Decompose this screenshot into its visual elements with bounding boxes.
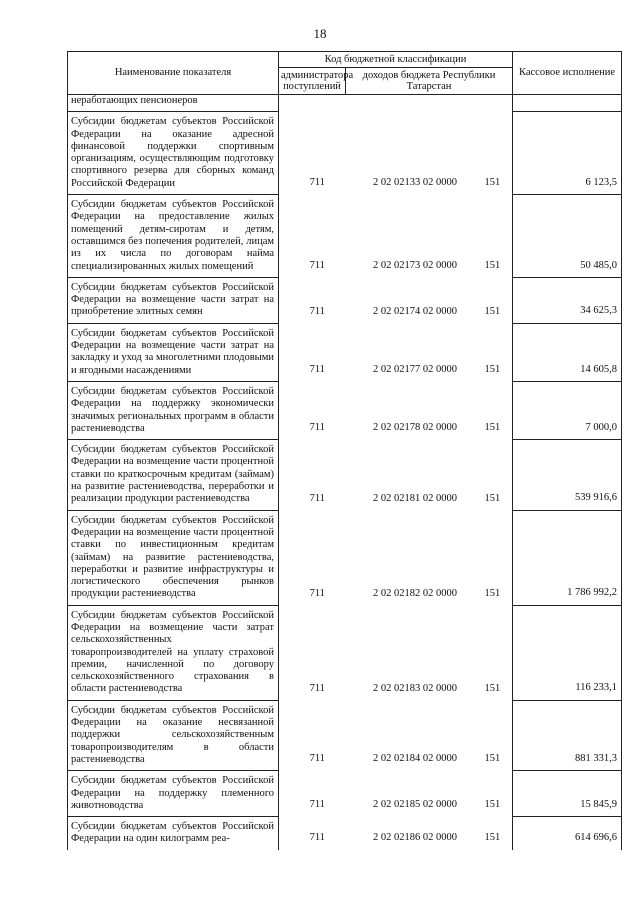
row-name: Субсидии бюджетам субъектов Российской Федерации на возмещение части затрат на приобретение элитных семян bbox=[68, 277, 279, 323]
table-row bbox=[68, 195, 622, 278]
row-name: Субсидии бюджетам субъектов Российской Федерации на поддержку племенного животноводства bbox=[68, 771, 279, 817]
row-name: Субсидии бюджетам субъектов Российской Федерации на предоставление жилых помещений детям-сиротам и детям, оставшимся без попечения родителей, лицам из их числа по договорам найма специализированных жилых помещений bbox=[68, 195, 279, 278]
row-subcode: 151 bbox=[484, 492, 501, 504]
table-row bbox=[68, 440, 622, 510]
row-name: Субсидии бюджетам субъектов Российской Федерации на возмещение части процентной ставки по краткосрочным кредитам (займам) на развитие растениеводства, переработки и реализации продукции растениеводства bbox=[68, 440, 279, 510]
row-admin-code: 711 bbox=[309, 799, 325, 811]
row-admin-code: 711 bbox=[309, 260, 325, 272]
table-header bbox=[68, 52, 622, 95]
row-income-code: 2 02 02133 02 0000 bbox=[373, 177, 457, 189]
row-admin-code: 711 bbox=[309, 753, 325, 765]
header-income: доходов бюджета Республики Татарстан bbox=[346, 68, 513, 95]
row-income-code: 2 02 02183 02 0000 bbox=[373, 682, 457, 694]
table-row bbox=[68, 323, 622, 381]
row-admin-code: 711 bbox=[309, 305, 325, 317]
row-income-code: 2 02 02181 02 0000 bbox=[373, 492, 457, 504]
row-income-code: 2 02 02173 02 0000 bbox=[373, 260, 457, 272]
row-income-code: 2 02 02185 02 0000 bbox=[373, 799, 457, 811]
row-amount: 1 786 992,2 bbox=[513, 510, 622, 605]
budget-table bbox=[67, 51, 622, 850]
row-name: Субсидии бюджетам субъектов Российской Федерации на поддержку экономически значимых региональных программ в области растениеводства bbox=[68, 381, 279, 439]
row-amount: 116 233,1 bbox=[513, 605, 622, 700]
table-row bbox=[68, 510, 622, 605]
row-name: Субсидии бюджетам субъектов Российской Федерации на возмещение части затрат на закладку и уход за многолетними плодовыми и ягодными насаждениями bbox=[68, 323, 279, 381]
row-name: Субсидии бюджетам субъектов Российской Федерации на возмещение части процентной ставки по инвестиционным кредитам (займам) на развитие растениеводства, переработки и развитие инфраструктуры и логистического обеспечения рынков продукции растениеводства bbox=[68, 510, 279, 605]
row-name: Субсидии бюджетам субъектов Российской Федерации на один килограмм реа- bbox=[68, 817, 279, 850]
header-name: Наименование показателя bbox=[68, 52, 279, 95]
table-row-continuation bbox=[68, 95, 622, 112]
row-income-code: 2 02 02182 02 0000 bbox=[373, 587, 457, 599]
row-subcode: 151 bbox=[484, 799, 501, 811]
row-amount: 539 916,6 bbox=[513, 440, 622, 510]
row-admin-code: 711 bbox=[309, 587, 325, 599]
table-row bbox=[68, 700, 622, 770]
row-subcode: 151 bbox=[484, 177, 501, 189]
row-amount: 14 605,8 bbox=[513, 323, 622, 381]
table-row bbox=[68, 381, 622, 439]
row-admin-code: 711 bbox=[309, 422, 325, 434]
row-admin-code: 711 bbox=[309, 492, 325, 504]
row-subcode: 151 bbox=[484, 422, 501, 434]
row-admin-code: 711 bbox=[309, 832, 325, 844]
row-amount: 15 845,9 bbox=[513, 771, 622, 817]
table-row bbox=[68, 277, 622, 323]
row-subcode: 151 bbox=[484, 364, 501, 376]
row-admin-code: 711 bbox=[309, 364, 325, 376]
row-income-code: 2 02 02174 02 0000 bbox=[373, 305, 457, 317]
row-admin-code: 711 bbox=[309, 682, 325, 694]
header-admin: администратора поступлений bbox=[279, 68, 346, 95]
row-name: Субсидии бюджетам субъектов Российской Федерации на оказание адресной финансовой поддержки спортивным организациям, осуществляющим подготовку спортивного резерва для сборных команд Российской Федерации bbox=[68, 112, 279, 195]
header-amount: Кассовое исполнение bbox=[513, 52, 622, 95]
row-subcode: 151 bbox=[484, 682, 501, 694]
row-amount: 50 485,0 bbox=[513, 195, 622, 278]
row-income-code: 2 02 02178 02 0000 bbox=[373, 422, 457, 434]
row-subcode: 151 bbox=[484, 832, 501, 844]
row-income-code: 2 02 02184 02 0000 bbox=[373, 753, 457, 765]
page-number: 18 bbox=[313, 26, 327, 41]
row-amount: 7 000,0 bbox=[513, 381, 622, 439]
row-amount: 881 331,3 bbox=[513, 700, 622, 770]
row-subcode: 151 bbox=[484, 753, 501, 765]
row-subcode: 151 bbox=[484, 587, 501, 599]
table-row bbox=[68, 605, 622, 700]
row-name: Субсидии бюджетам субъектов Российской Федерации на оказание несвязанной поддержки сельскохозяйственным товаропроизводителям в области растениеводства bbox=[68, 700, 279, 770]
row-income-code: 2 02 02177 02 0000 bbox=[373, 364, 457, 376]
table-row bbox=[68, 112, 622, 195]
table-body bbox=[68, 95, 622, 850]
row-income-code: 2 02 02186 02 0000 bbox=[373, 832, 457, 844]
row-name: Субсидии бюджетам субъектов Российской Федерации на возмещение части затрат сельскохозяйственных товаропроизводителей на уплату страховой премии, начисленной по договору сельскохозяйственного страхования в области растениеводства bbox=[68, 605, 279, 700]
row-amount: 34 625,3 bbox=[513, 277, 622, 323]
row-amount: 6 123,5 bbox=[513, 112, 622, 195]
row-amount: 614 696,6 bbox=[513, 817, 622, 850]
header-code-group: Код бюджетной классификации bbox=[279, 52, 513, 68]
row-admin-code: 711 bbox=[309, 177, 325, 189]
row-subcode: 151 bbox=[484, 260, 501, 272]
row-subcode: 151 bbox=[484, 305, 501, 317]
table-row bbox=[68, 817, 622, 850]
row-name: неработающих пенсионеров bbox=[68, 95, 279, 112]
table-row bbox=[68, 771, 622, 817]
